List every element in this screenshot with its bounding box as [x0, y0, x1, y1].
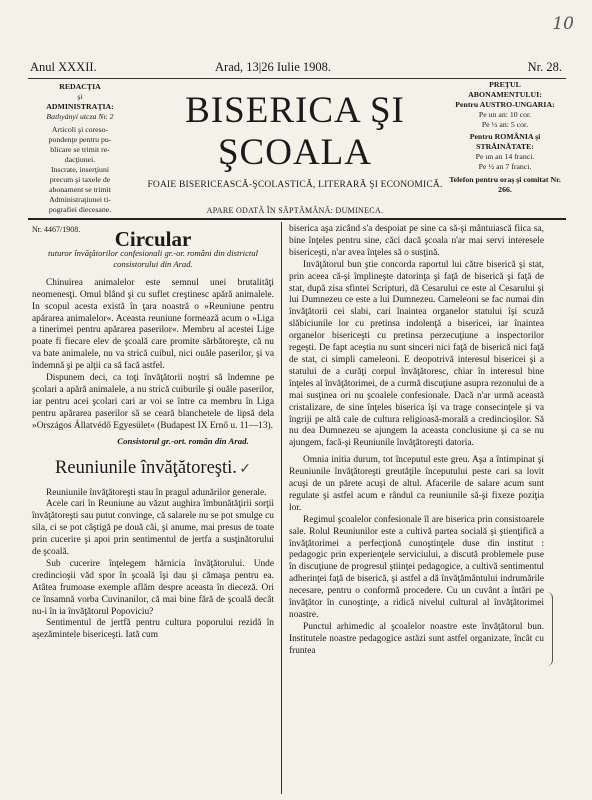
circular-addressee: tuturor învăţătorilor confesionali gr.-or. români din districtul consistorului din Arad.	[48, 247, 258, 269]
editorial-line: Administraţiunei ti-	[49, 195, 111, 204]
issue-number-label: Nr. 28.	[527, 60, 562, 74]
right-paragraph: Regimul şcoalelor confesionale îl are biserica prin consistoarele sale. Rolul Reuniunilor este a cultivă partea socială şi ştienţifică a învăţătorimei a perfecţionă cunoştinţele duse din institut : pedagogic prin experienţele serviciului, a discută problemele puse în discuţiune de progresul ştiinţei pedagogice, a cultivă sentimentul adherinţei faţă de biserică, şi astfel a dă învăţământului indrumările necesare, pentru o conformă procedere. Cu un cuvânt a întări pe învăţător în cunoştinţe, a ridică nivelul cultural al învăţătorimei noastre.	[289, 514, 544, 620]
editorial-line: Inscrate, inserţiuni	[50, 165, 110, 174]
circular-heading: Circular	[114, 226, 192, 251]
editorial-sep: şi	[77, 92, 83, 101]
reuniunile-paragraph: Acele cari în Reuniune au văzut aughira îmbunătăţirii sorţii învăţătoreşti sau putut convinge, că salarele nu se pot smulge cu sila, ci se pot câştigă pe două căi, şi anume, mai presus de toate prin cucerire şi apoi prin sentimentul de jertfa a susţinătorului de şcoală.	[32, 499, 274, 558]
administration-title: ADMINISTRAŢIA:	[46, 102, 114, 111]
circular-paragraph: Dispunem deci, ca toţi învăţătorii noştri să îndemne pe şcolari a apără animalele, a nu strică cuiburile şi ouăle paserilor, iar pentru acei şcolari cari ar voi se între ca membru în Liga pentru apărarea paserilor să se ceară blanchetele de lipsă dela »Országos Állatvédő Egyesület« (Budapest IX Ernő u. 11—13).	[32, 373, 274, 431]
masthead-rule-bottom	[28, 218, 566, 220]
circular-signature: Consistorul gr.-ort. român din Arad.	[117, 435, 249, 446]
subscription-price-box	[446, 80, 564, 195]
price-line: Pe un an: 10 cor.	[478, 110, 532, 119]
austria-hungary-section: Pentru AUSTRO-UNGARIA:	[455, 100, 555, 109]
romania-abroad-section: Pentru ROMÂNIA şi STRĂINĂTATE:	[469, 132, 541, 151]
editorial-line: abonament se trimit	[49, 185, 111, 194]
editorial-line: dacţiunei.	[64, 155, 96, 164]
reuniunile-paragraph: Sub cucerire înţelegem hărnicia învăţătorului. Unde credincioşii văd spor în şcoală îşi dau şi cămaşa pentru ea. Atâtea frumoase exemple aflăm despre aceasta în dieceză. Ori ce însamnă vorba Cuvinanilor, că mai bine fără de şcoală decât nu-i în ia învăţătorul Popoviciu?	[32, 558, 274, 617]
pencil-margin-bracket	[544, 592, 553, 666]
editorial-address: Bathyányi utcza Nr. 2	[46, 112, 114, 121]
price-line: Pe ½ an: 5 cor.	[481, 120, 529, 129]
place-date-label: Arad, 13|26 Iulie 1908.	[215, 60, 332, 74]
reuniunile-paragraph: Reuniunile învăţătoreşti stau în pragul adunărilor generale.	[46, 487, 267, 498]
subscription-title: ABONAMENTULUI:	[468, 90, 542, 99]
left-column	[32, 224, 274, 642]
circular-number: Nr. 4467/1908.	[32, 225, 81, 234]
right-column	[289, 224, 544, 658]
reuniunile-paragraph: Sentimentul de jertfă pentru cultura poporului rezidă în aşezămintele bisericeşti. Iată cum	[32, 618, 274, 641]
handwritten-page-number: 10	[552, 14, 574, 34]
telephone-info: Telefon pentru oraş şi comitat Nr. 266.	[449, 175, 561, 194]
editorial-line: Articoli şi coreso-	[51, 125, 109, 134]
editorial-info-box	[30, 82, 130, 215]
column-divider	[281, 222, 282, 794]
price-title: PREŢUL	[489, 80, 521, 89]
year-label: Anul XXXII.	[30, 60, 97, 74]
editorial-line: pondenţe pentru pu-	[48, 135, 112, 144]
pencil-check-mark: ✓	[239, 461, 251, 477]
right-paragraph: Invăţătorul bun ştie concorda raportul lui către biserică şi stat, prin aceea că-şi împlineşte datorinţa şi faţă de biserică şi faţă de stat, după zisa sfintei Scripturi, dă Cesarului ce este al Cesarului şi lui Dumnezeu ce este a lui Dumnezeu. Cameleoni se fac numai din învăţătorii cei slabi, cari înaintea organelor statului îşi scuză slăbiciunile lor cu pretinsa indolenţă a bisericei, iar înaintea organelor bisericeşti cu pretinsa perzecuţiune a inspectorilor regeşti. De fapt aceştia nu sunt sinceri nici faţă de biserică nici faţă de stat, ci simpli cameleoni. E deopotrivă interesul bisericei şi a statului de a curăţi corpul învăţătoresc, chiar în interesul bine înţeles al învăţătorimei, de a curmă discuţiune asupra rezonului de a mai susţinea ori nu şcoalele confesionale. Dacă n'ar urmă această cristalizare, de sine înţeles biserica îşi va trage consecinţele şi va îngriji pe altă cale de cultura religioasă-morală a credincioşilor. Să nu dea Dumnezeu se ajungem la aceasta conclusiune şi ca se nu ajungem, facă-şi Reuniunile învăţătoreşti datoria.	[289, 259, 544, 449]
editorial-line: precum şi taxele de	[49, 175, 111, 184]
right-paragraph: Omnia initia durum, tot începutul este greu. Aşa a întimpinat şi Reuniunile învăţătoreşti greutăţile începutului peste cari sa lovit acuşi de un părete acuşi de altul. Afacerile de salare acum sunt regulate şi astfel acum e rândul ca reuniunile să-şi fixeze poziţia lor.	[289, 455, 544, 513]
newspaper-title: BISERICA ŞI ŞCOALA	[185, 90, 405, 173]
editorial-line: pografiei diecesane.	[48, 205, 112, 214]
price-line: Pe un an 14 franci.	[475, 152, 535, 161]
masthead	[130, 90, 460, 215]
editorial-title: REDACŢIA	[59, 82, 101, 91]
newspaper-subtitle: FOAIE BISERICEASCĂ-ŞCOLASTICĂ, LITERARĂ ŞI ECONOMICĂ.	[147, 180, 443, 190]
right-paragraph: biserica aşa zicând s'a despoiat pe sine ca să-şi mântuiască fiica sa, bine înţeles pentru sine, căci dacă şcoala n'ar mai servi interesele bisericeşti, n'ar avea înţeles să o susţină.	[289, 224, 544, 258]
reuniunile-heading: Reuniunile învăţătoreşti.	[55, 457, 237, 478]
editorial-line: blicare se trimit re-	[50, 145, 110, 154]
price-line: Pe ½ an 7 franci.	[478, 162, 532, 171]
right-paragraph: Punctul arhimedic al şcoalelor noastre este învăţătorul bun. Institutele noastre pedagogice astăzi sunt astfel organizate, încât cu fruntea	[289, 621, 544, 656]
publication-frequency: APARE ODATĂ ÎN SĂPTĂMÂNĂ: DUMINECA.	[206, 206, 384, 215]
circular-paragraph: Chinuirea animalelor este semnul unei brutalităţi neomenesţi. Omul blând şi cu suflet creştinesc apără animalele. In scopul acesta există în ţara noastră o »Reuniune pentru apărarea animalelor«. Aceasta reuniune formează acum o »Liga a tinerimei pentru apărarea paserilor«. Membru al acestei Lige poate fi fiecare elev de şcoală care promite sărbătoreşte, că nu va bate animalele, nu va strică cuibul, nici ouăle paserilor, şi va îndemnă şi pe alţii ca să facă astfel.	[32, 277, 274, 372]
header-rule-top	[28, 78, 566, 79]
